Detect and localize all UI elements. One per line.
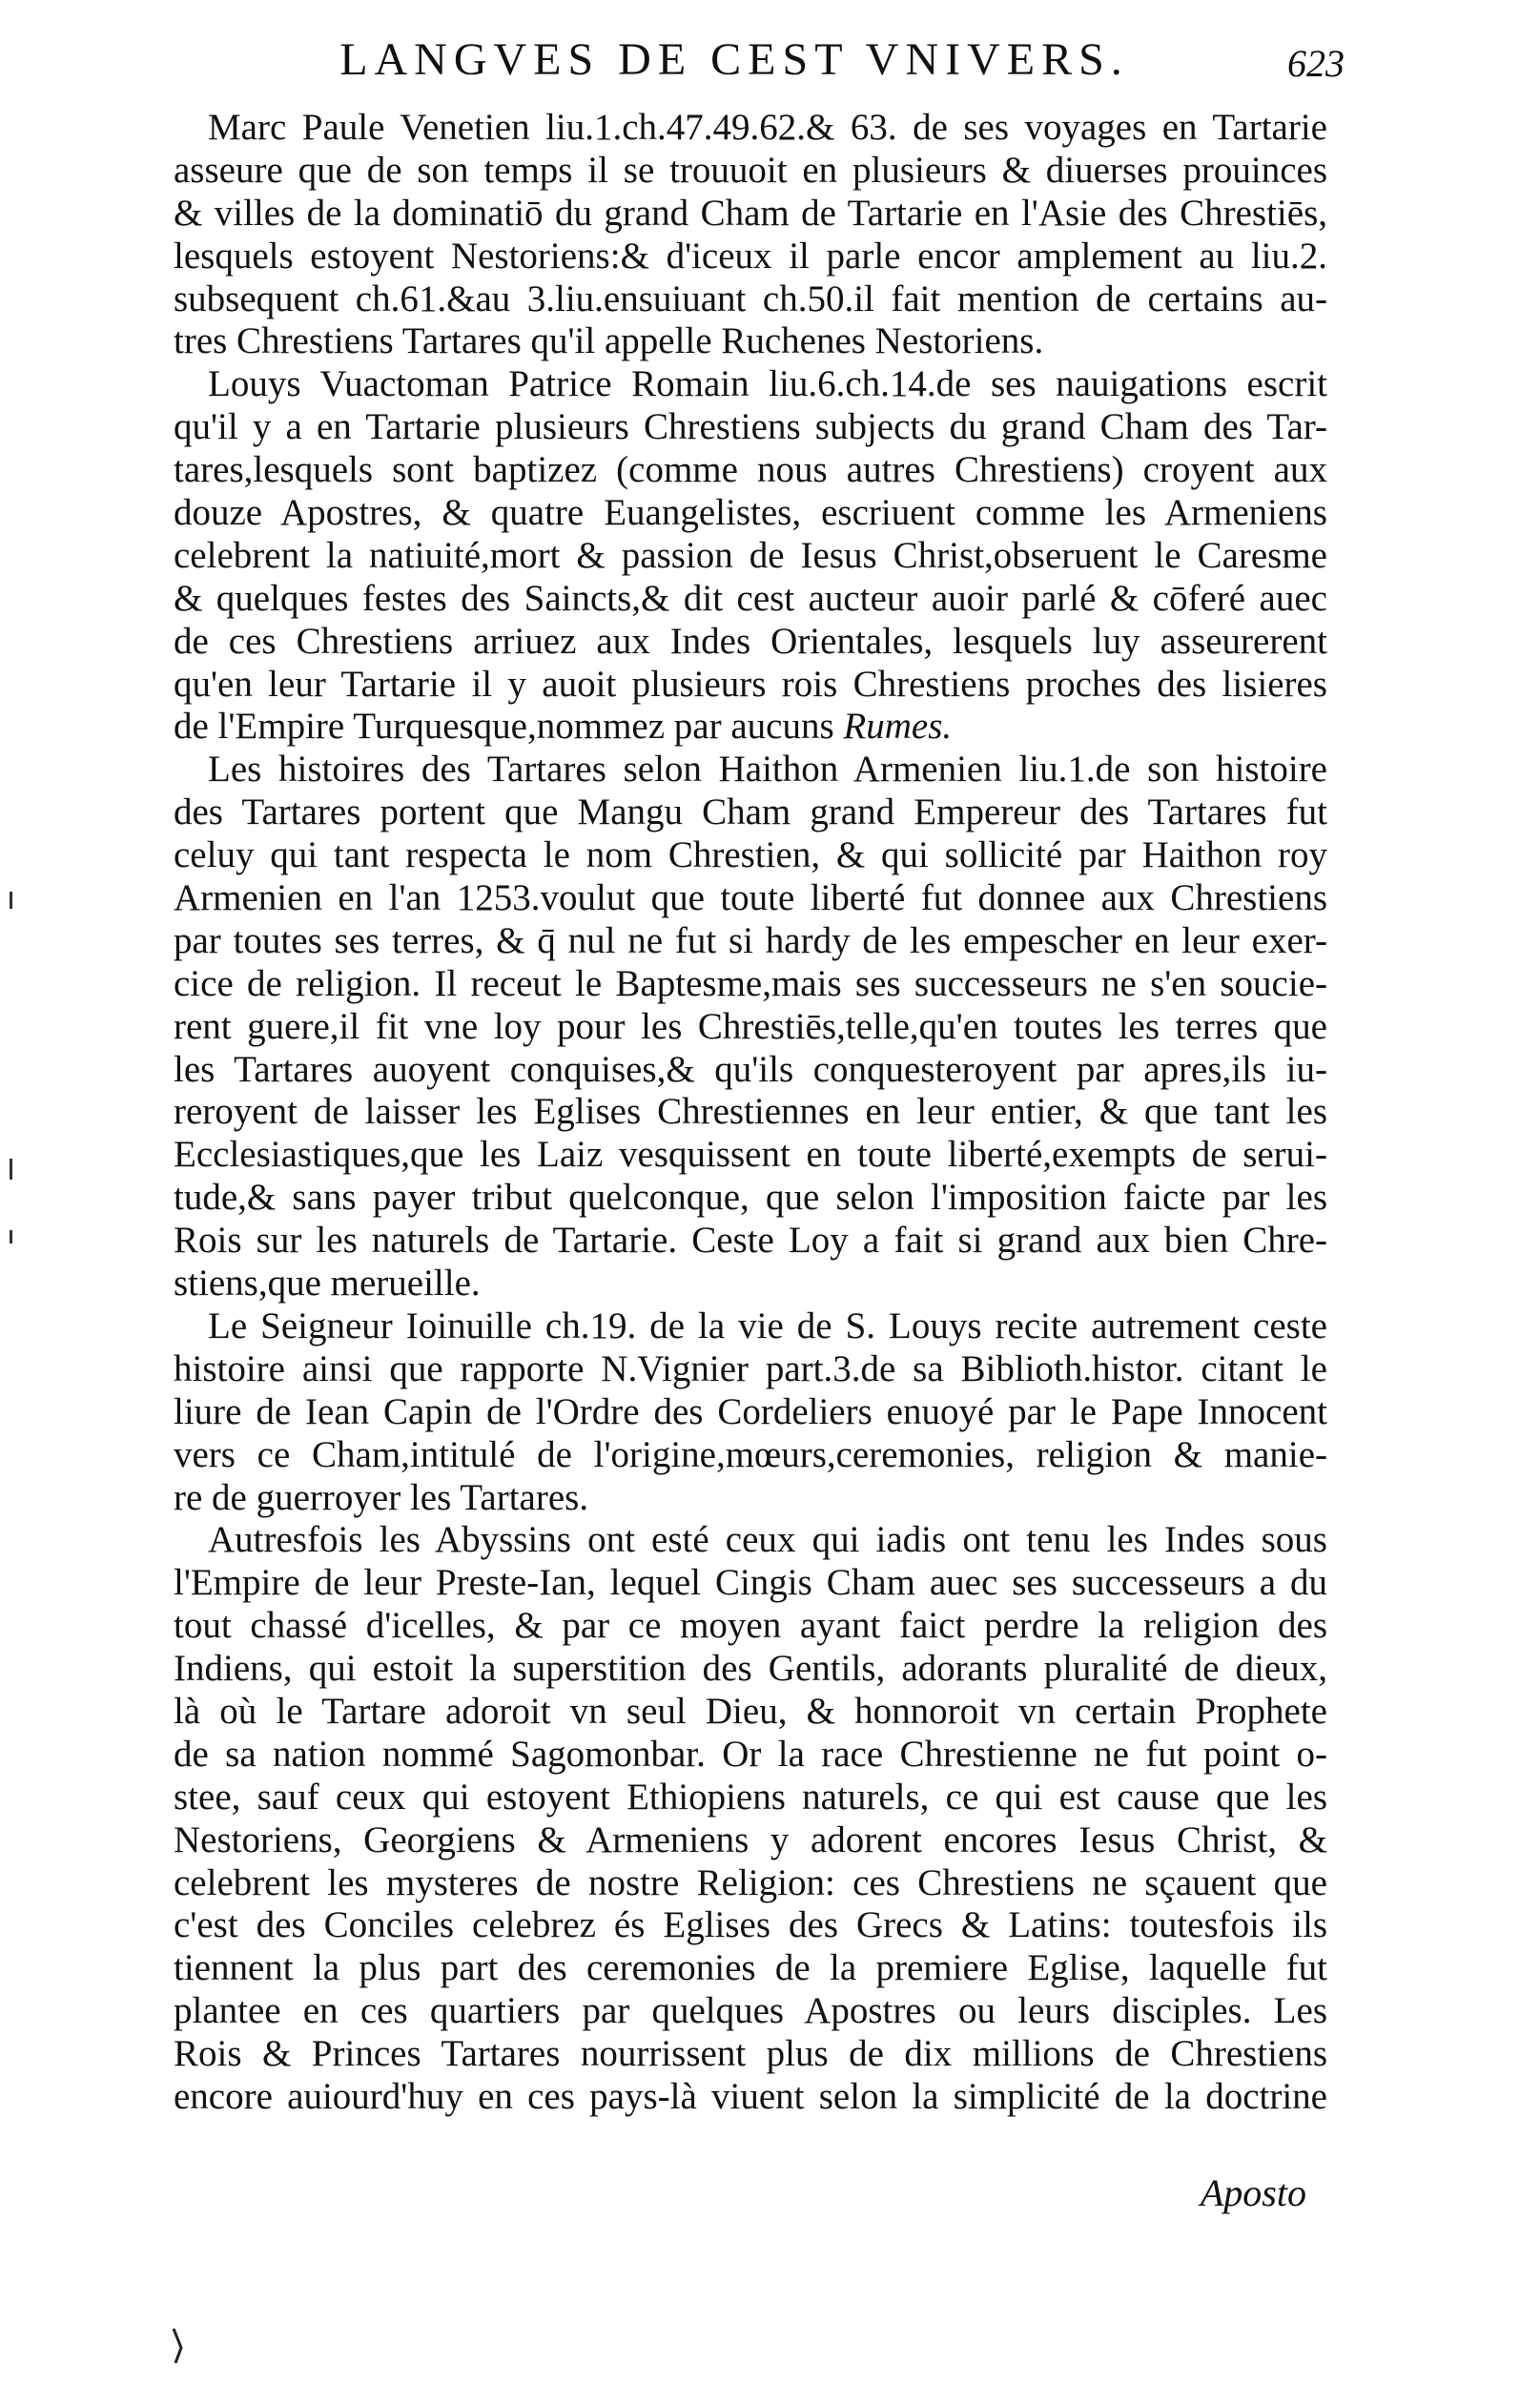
text-line: de ces Chrestiens arriuez aux Indes Orientales, lesquels luy asseurerent [174, 620, 1327, 662]
text-line: celuy qui tant respecta le nom Chrestien, & qui sollicité par Haithon roy [174, 834, 1327, 876]
paragraph [174, 107, 1327, 363]
text-line: celebrent les mysteres de nostre Religion: ces Chrestiens ne sçauent que [174, 1861, 1327, 1903]
italic-word: Rumes. [843, 706, 953, 748]
margin-speck [10, 1159, 12, 1180]
text-line: encore auiourd'huy en ces pays-là viuent selon la simplicité de la doctrine [174, 2075, 1327, 2117]
page-number: 623 [1287, 42, 1345, 85]
text-line: Indiens, qui estoit la superstition des Gentils, adorants pluralité de dieux, [174, 1648, 1327, 1690]
text-line: les Tartares auoyent conquises,& qu'ils conquesteroyent par apres,ils iu- [174, 1048, 1327, 1090]
text-line: histoire ainsi que rapporte N.Vignier part.3.de sa Biblioth.histor. citant le [174, 1347, 1327, 1389]
text-line: des Tartares portent que Mangu Cham grand Empereur des Tartares fut [174, 791, 1327, 833]
text-line: de sa nation nommé Sagomonbar. Or la race Chrestienne ne fut point o- [174, 1733, 1327, 1775]
text-line-with-italic: de l'Empire Turquesque,nommez par aucuns Rumes. [174, 706, 953, 748]
text-line: Les histoires des Tartares selon Haithon Armenien liu.1.de son histoire [208, 749, 1327, 791]
text-line: l'Empire de leur Preste-Ian, lequel Cingis Cham auec ses successeurs a du [174, 1562, 1327, 1604]
margin-speck [10, 892, 12, 909]
text-line: tares,lesquels sont baptizez (comme nous autres Chrestiens) croyent aux [174, 449, 1327, 491]
text-line: & quelques festes des Saincts,& dit cest aucteur auoir parlé & cōferé auec [174, 577, 1327, 619]
text-line: vers ce Cham,intitulé de l'origine,mœurs,ceremonies, religion & manie- [174, 1433, 1327, 1475]
body-text [174, 107, 1327, 2224]
text-line: tiennent la plus part des ceremonies de la premiere Eglise, laquelle fut [174, 1947, 1327, 1989]
running-head [172, 27, 1345, 93]
text-line: tude,& sans payer tribut quelconque, que selon l'imposition faicte par les [174, 1177, 1327, 1219]
text-line: là où le Tartare adoroit vn seul Dieu, & honnoroit vn certain Prophete [174, 1690, 1327, 1732]
text-line: c'est des Conciles celebrez és Eglises des Grecs & Latins: toutesfois ils [174, 1904, 1327, 1946]
text-line: Autresfois les Abyssins ont esté ceux qui iadis ont tenu les Indes sous [208, 1519, 1327, 1561]
text-line: Armenien en l'an 1253.voulut que toute liberté fut donnee aux Chrestiens [174, 877, 1327, 919]
bottom-ink-mark [172, 2327, 185, 2365]
text-line: Louys Vuactoman Patrice Romain liu.6.ch.14.de ses nauigations escrit [208, 363, 1327, 405]
text-line: par toutes ses terres, & q̄ nul ne fut si hardy de les empescher en leur exer- [174, 919, 1327, 961]
text-line: lesquels estoyent Nestoriens:& d'iceux il parle encor amplement au liu.2. [174, 235, 1327, 277]
catchword: Aposto [1200, 2171, 1306, 2214]
paragraph [174, 363, 1327, 749]
paragraph [174, 749, 1327, 1305]
page-title: LANGVES DE CEST VNIVERS. [339, 34, 1129, 85]
margin-speck [10, 1230, 12, 1243]
paragraph [174, 1305, 1327, 1519]
text-line: reroyent de laisser les Eglises Chrestiennes en leur entier, & que tant les [174, 1091, 1327, 1133]
text-line: Marc Paule Venetien liu.1.ch.47.49.62.& 63. de ses voyages en Tartarie [208, 107, 1327, 148]
text-line: cice de religion. Il receut le Baptesme,mais ses successeurs ne s'en soucie- [174, 962, 1327, 1004]
paragraph [174, 1519, 1327, 2118]
text-line: asseure que de son temps il se trouuoit en plusieurs & diuerses prouinces [174, 149, 1327, 191]
text-line: Rois sur les naturels de Tartarie. Ceste Loy a fait si grand aux bien Chre- [174, 1220, 1327, 1262]
text-line: plantee en ces quartiers par quelques Apostres ou leurs disciples. Les [174, 1990, 1327, 2032]
text-line: Nestoriens, Georgiens & Armeniens y adorent encores Iesus Christ, & [174, 1819, 1327, 1860]
text-line: celebrent la natiuité,mort & passion de Iesus Christ,obseruent le Caresme [174, 534, 1327, 576]
text-line: qu'il y a en Tartarie plusieurs Chrestiens subjects du grand Cham des Tar- [174, 406, 1327, 448]
text-line: Ecclesiastiques,que les Laiz vesquissent en toute liberté,exempts de serui- [174, 1134, 1327, 1176]
text-line: tout chassé d'icelles, & par ce moyen ayant faict perdre la religion des [174, 1605, 1327, 1647]
text-line: Rois & Princes Tartares nourrissent plus de dix millions de Chrestiens [174, 2033, 1327, 2075]
text-line: stiens,que merueille. [174, 1263, 481, 1305]
text-line: subsequent ch.61.&au 3.liu.ensuiuant ch.50.il fait mention de certains au- [174, 277, 1327, 319]
text-line: tres Chrestiens Tartares qu'il appelle Ruchenes Nestoriens. [174, 320, 1044, 362]
text-line: liure de Iean Capin de l'Ordre des Cordeliers enuoyé par le Pape Innocent [174, 1390, 1327, 1432]
text-line: re de guerroyer les Tartares. [174, 1476, 589, 1518]
text-line: Le Seigneur Ioinuille ch.19. de la vie de S. Louys recite autrement ceste [208, 1305, 1327, 1346]
text-line: stee, sauf ceux qui estoyent Ethiopiens naturels, ce qui est cause que les [174, 1776, 1327, 1818]
text-line: rent guere,il fit vne loy pour les Chrestiēs,telle,qu'en toutes les terres que [174, 1005, 1327, 1047]
text-line: douze Apostres, & quatre Euangelistes, escriuent comme les Armeniens [174, 492, 1327, 534]
text-line: qu'en leur Tartarie il y auoit plusieurs rois Chrestiens proches des lisieres [174, 663, 1327, 705]
text-line: & villes de la dominatiō du grand Cham de Tartarie en l'Asie des Chrestiēs, [174, 192, 1327, 234]
